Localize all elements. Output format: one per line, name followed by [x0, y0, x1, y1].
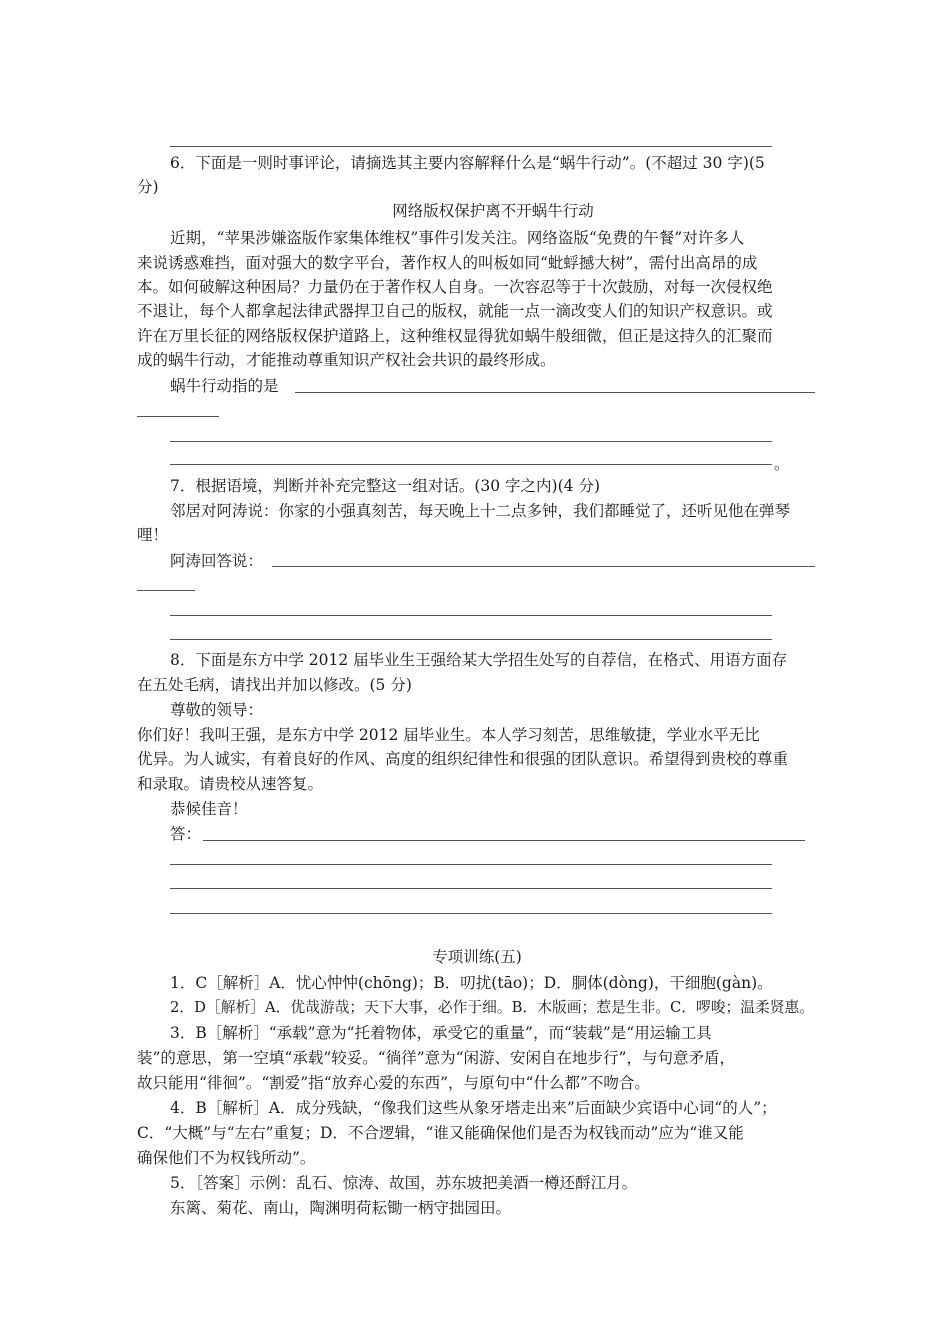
q8-letter-salutation: 尊敬的领导：	[170, 701, 264, 719]
q8-answer-line[interactable]	[170, 913, 772, 914]
q6-article-para-5: 许在万里长征的网络版权保护道路上，这种维权显得犹如蜗牛般细微，但正是这持久的汇聚而	[137, 327, 773, 345]
q6-article-para-4: 不退让，每个人都拿起法律武器捍卫自己的版权，就能一点一滴改变人们的知识产权意识。或	[137, 302, 773, 320]
answer-line-5: 故只能用“徘徊”。“割爱”指“放弃心爱的东西”，与原句中“什么都”不吻合。	[137, 1074, 650, 1092]
q6-answer-line[interactable]	[137, 416, 219, 417]
answer-line-8: 确保他们不为权钱所动”。	[137, 1149, 316, 1167]
q6-end-mark: 。	[774, 455, 790, 473]
q6-article-para-6: 成的蜗牛行动，才能推动尊重知识产权社会共识的最终形成。	[137, 351, 556, 369]
q7-answer-line[interactable]	[272, 566, 815, 567]
q6-article-para-1: 近期，“苹果涉嫌盗版作家集体维权”事件引发关注。网络盗版“免费的午餐”对许多人	[170, 229, 745, 247]
q7-answer-line[interactable]	[170, 615, 772, 616]
q6-article-para-3: 本。如何破解这种困局？力量仍在于著作权人自身。一次容忍等于十次鼓励，对每一次侵权绝	[137, 278, 773, 296]
q8-answer-line[interactable]	[203, 840, 805, 841]
answer-line-4: 装”的意思，第一空填“承载”较妥。“徜徉”意为“闲游、安闲自在地步行”，与句意矛盾，	[137, 1049, 735, 1067]
q6-article-para-2: 来说诱惑难挡，面对强大的数字平台，著作权人的叫板如同“蚍蜉撼大树”，需付出高昂的成	[137, 254, 758, 272]
q8-letter-body-3: 和录取。请贵校从速答复。	[137, 775, 324, 793]
q7-answer-line[interactable]	[170, 639, 772, 640]
q7-answer-line[interactable]	[137, 590, 195, 591]
q7-prompt: 7．根据语境，判断并补充完整这一组对话。(30 字之内)(4 分)	[170, 477, 600, 495]
q8-letter-body-2: 优异。为人诚实，有着良好的作风、高度的组织纪律性和很强的团队意识。希望得到贵校的尊重	[137, 750, 789, 768]
answer-line-2: 2．D［解析］A．优哉游哉；天下大事，必作于细。B．木版画；惹是生非。C．啰唆；温柔贤惠。	[170, 999, 814, 1016]
q8-prompt-line2: 在五处毛病，请找出并加以修改。(5 分)	[137, 676, 412, 694]
q8-letter-body-1: 你们好！我叫王强，是东方中学 2012 届毕业生。本人学习刻苦，思维敏捷，学业水平无比	[137, 726, 760, 744]
q6-answer-line[interactable]	[295, 392, 815, 393]
q8-answer-line[interactable]	[170, 864, 772, 865]
q8-answer-line[interactable]	[170, 888, 772, 889]
q8-answer-prompt: 答：	[170, 825, 202, 843]
q7-dialog-line1: 邻居对阿涛说：你家的小强真刻苦，每天晚上十二点多钟，我们都睡觉了，还听见他在弹琴	[170, 502, 791, 520]
answer-line-3: 3．B［解析］“承载”意为“托着物体，承受它的重量”，而“装载”是“用运输工具	[170, 1024, 712, 1042]
answer-line-7: C．“大概”与“左右”重复；D．不合逻辑，“谁又能确保他们是否为权钱而动”应为“谁又能	[137, 1124, 744, 1142]
q7-answer-prompt: 阿涛回答说：	[170, 552, 264, 570]
q8-letter-closing: 恭候佳音！	[170, 800, 248, 818]
answer-line-6: 4．B［解析］A．成分残缺，“像我们这些从象牙塔走出来”后面缺少宾语中心词“的人”；	[170, 1099, 777, 1117]
answer-line-9: 5．［答案］示例：乱石、惊涛、故国，苏东坡把美酒一樽还酹江月。	[170, 1174, 638, 1192]
q8-prompt-line1: 8．下面是东方中学 2012 届毕业生王强给某大学招生处写的自荐信，在格式、用语方面存	[170, 651, 788, 669]
q6-prompt-line1: 6．下面是一则时事评论，请摘选其主要内容解释什么是“蜗牛行动”。(不超过 30 字)(5	[170, 154, 765, 172]
q6-answer-line[interactable]	[170, 464, 772, 465]
q6-answer-line[interactable]	[170, 441, 772, 442]
q6-answer-prompt: 蜗牛行动指的是	[170, 377, 279, 395]
answer-line-10: 东篱、菊花、南山，陶渊明荷耘锄一柄守拙园田。	[170, 1199, 512, 1217]
answer-line	[170, 146, 772, 147]
q6-article-title: 网络版权保护离不开蜗牛行动	[392, 202, 594, 220]
q7-dialog-line2: 哩！	[137, 526, 169, 544]
q6-prompt-line2: 分)	[137, 178, 159, 196]
answer-line-1: 1．C［解析］A．忧心忡忡(chōng)；B．叨扰(tāo)；D．胴体(dòng)，干细胞(gàn)。	[170, 974, 773, 992]
answers-title: 专项训练(五)	[432, 948, 522, 966]
